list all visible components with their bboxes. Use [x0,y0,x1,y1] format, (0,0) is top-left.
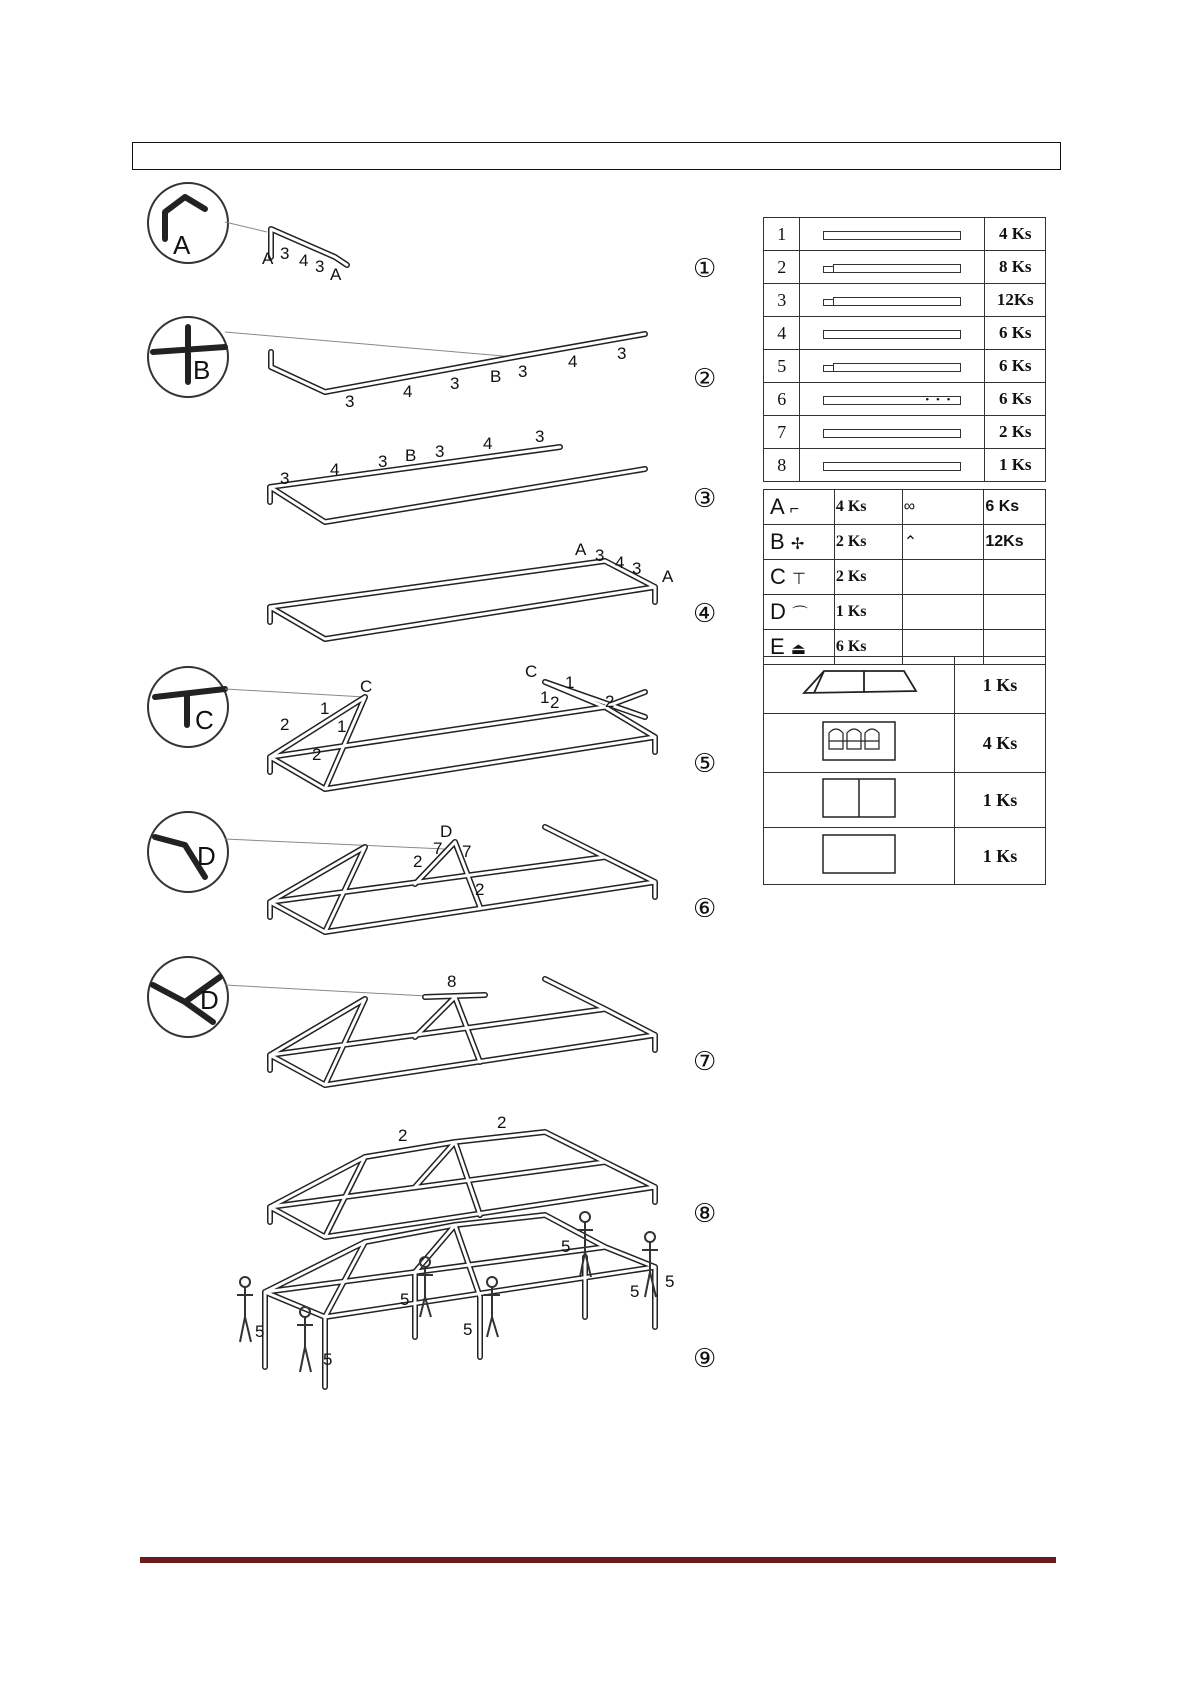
svg-text:5: 5 [255,1322,265,1341]
plain-wall-icon [819,832,899,876]
svg-text:5: 5 [665,1272,675,1291]
svg-text:3: 3 [617,344,627,363]
connector-row-e: E ⏏ 6 Ks [764,630,1046,665]
svg-text:3: 3 [280,469,290,488]
part-row-8: 8 1 Ks [764,449,1046,482]
detail-c-letter: C [195,705,214,735]
part-row-7: 7 2 Ks [764,416,1046,449]
accessories-table [763,656,1046,885]
window-wall-icon [819,719,899,763]
svg-text:5: 5 [561,1237,571,1256]
svg-text:3: 3 [632,559,642,578]
part-row-6: 6 • • • 6 Ks [764,383,1046,416]
svg-text:4: 4 [568,352,578,371]
part-row-2: 2 8 Ks [764,251,1046,284]
svg-text:B: B [490,367,502,386]
svg-text:3: 3 [280,244,290,263]
svg-text:4: 4 [615,553,625,572]
svg-text:2: 2 [312,745,322,764]
rod-8-icon [823,462,961,471]
svg-text:1: 1 [540,688,550,707]
connector-row-a: A ⌐ 4 Ks ∞ 6 Ks [764,490,1046,525]
step-6 [148,812,716,932]
svg-text:2: 2 [475,880,485,899]
part-row-1: 1 4 Ks [764,218,1046,251]
svg-text:4: 4 [483,434,493,453]
rod-4-icon [823,330,961,339]
step-number-7: ⑦ [693,1047,717,1077]
svg-text:1: 1 [320,699,330,718]
svg-text:5: 5 [323,1350,333,1369]
svg-text:3: 3 [595,546,605,565]
svg-text:2: 2 [550,693,560,712]
tent-roof-icon [794,663,924,703]
svg-text:3: 3 [315,257,325,276]
svg-text:8: 8 [447,972,457,991]
part-row-5: 5 6 Ks [764,350,1046,383]
step-5 [148,662,716,789]
svg-text:3: 3 [378,452,388,471]
rod-5-icon [833,363,961,372]
svg-text:7: 7 [433,839,443,858]
svg-text:3: 3 [535,427,545,446]
svg-text:5: 5 [463,1320,473,1339]
svg-text:A: A [575,540,587,559]
step-number-5: ⑤ [693,749,717,779]
svg-text:1: 1 [337,717,347,736]
step-number-3: ③ [693,484,717,514]
rope-icon: ∞ [902,490,984,525]
part-row-3: 3 12Ks [764,284,1046,317]
step-number-6: ⑥ [693,894,717,924]
step-number-8: ⑧ [693,1199,717,1229]
svg-text:4: 4 [330,460,340,479]
rod-3-icon [833,297,961,306]
footer-rule [140,1557,1056,1563]
svg-text:2: 2 [605,692,615,711]
connector-e-icon: ⏏ [790,641,806,658]
rod-2-icon [833,264,961,273]
svg-text:D: D [440,822,453,841]
parts-table [763,217,1046,482]
step-3 [270,427,716,522]
part-row-4: 4 6 Ks [764,317,1046,350]
step-number-2: ② [693,364,717,394]
connector-b-icon: ✢ [790,536,805,553]
svg-text:7: 7 [462,842,472,861]
svg-text:2: 2 [497,1113,507,1132]
connector-a-icon: ⌐ [789,501,799,518]
svg-text:2: 2 [398,1126,408,1145]
svg-text:B: B [405,446,417,465]
svg-text:A: A [330,265,342,284]
door-wall-icon [819,776,899,820]
step-9 [237,1212,716,1387]
accessory-row-window-wall: 4 Ks [764,714,1046,773]
accessory-row-roof: 1 Ks [764,657,1046,714]
svg-text:3: 3 [518,362,528,381]
svg-text:C: C [360,677,373,696]
accessory-row-plain-wall: 1 Ks [764,828,1046,885]
svg-text:A: A [262,249,274,268]
svg-text:3: 3 [435,442,445,461]
svg-text:C: C [525,662,538,681]
connector-table [763,489,1046,665]
accessory-row-door-wall: 1 Ks [764,773,1046,828]
svg-text:4: 4 [299,251,309,270]
svg-text:2: 2 [413,852,423,871]
svg-text:3: 3 [450,374,460,393]
connector-d-icon: ⌒ [792,606,809,623]
svg-text:A: A [662,567,674,586]
svg-text:5: 5 [400,1290,410,1309]
connector-row-d: D ⌒ 1 Ks [764,595,1046,630]
step-2 [148,317,716,411]
header-box [132,142,1061,170]
svg-text:3: 3 [345,392,355,411]
step-4 [270,540,716,639]
step-number-4: ④ [693,599,717,629]
detail-d2-letter: D [200,985,219,1015]
svg-text:4: 4 [403,382,413,401]
step-7 [148,957,716,1085]
detail-b-letter: B [193,355,211,385]
connector-c-icon: ⊤ [792,571,806,588]
connector-row-b: B ✢ 2 Ks ⌃ 12Ks [764,525,1046,560]
connector-row-c: C ⊤ 2 Ks [764,560,1046,595]
detail-d-letter: D [197,841,216,871]
rod-6-icon: • • • [823,396,961,405]
rod-7-icon [823,429,961,438]
peg-icon: ⌃ [902,525,984,560]
svg-text:1: 1 [565,673,575,692]
step-number-1: ① [693,254,717,284]
rod-1-icon [823,231,961,240]
svg-text:2: 2 [280,715,290,734]
detail-a-letter: A [173,230,191,260]
step-1 [148,183,716,284]
step-number-9: ⑨ [693,1344,717,1374]
svg-text:5: 5 [630,1282,640,1301]
